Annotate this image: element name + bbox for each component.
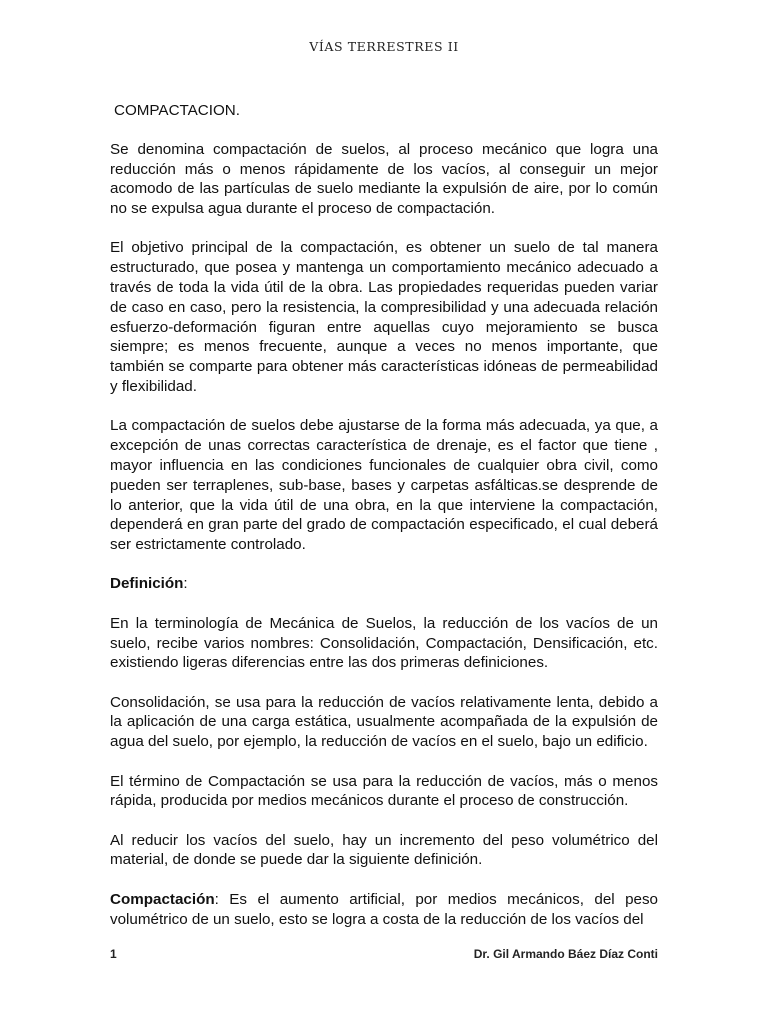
paragraph-intro-3: La compactación de suelos debe ajustarse de la forma más adecuada, ya que, a excepción de unas correctas característica de drenaje, es el factor que tiene , mayor influencia en las condiciones funcionales de cualquier obra civil, como pueden ser terraplenes, sub-base, bases y carpetas asfálticas.se desprende de lo anterior, que la vida útil de una obra, en la que interviene la compactación, dependerá en gran parte del grado de compactación especificado, el cual deberá ser estrictamente controlado. [110, 417, 658, 554]
section-title: COMPACTACION. [114, 102, 240, 119]
paragraph-definition-1: En la terminología de Mecánica de Suelos, la reducción de los vacíos de un suelo, recibe varios nombres: Consolidación, Compactación, Densificación, etc. existiendo ligeras diferencias entre las dos primeras definiciones. [110, 614, 658, 672]
page-number: 1 [110, 947, 117, 961]
paragraph-definition-4: Al reducir los vacíos del suelo, hay un incremento del peso volumétrico del material, de donde se puede dar la siguiente definición. [110, 831, 658, 869]
paragraph-intro-2: El objetivo principal de la compactación, es obtener un suelo de tal manera estructurado, que posea y mantenga un comportamiento mecánico adecuado a través de toda la vida útil de la obra. Las propiedades requeridas pueden variar de caso en caso, pero la resistencia, la compresibilidad y una adecuada relación esfuerzo-deformación figuran entre aquellas cuyo mejoramiento se busca siempre; es menos frecuente, aunque a veces no menos importante, que también se comparte para obtener más características idóneas de permeabilidad y flexibilidad. [110, 239, 658, 396]
definition-heading [110, 574, 658, 594]
paragraph-definition-3: El término de Compactación se usa para la reducción de vacíos, más o menos rápida, producida por medios mecánicos durante el proceso de construcción. [110, 772, 658, 810]
paragraph-definition-2: Consolidación, se usa para la reducción de vacíos relativamente lenta, debido a la aplicación de una carga estática, usualmente acompañada de la expulsión de agua del suelo, por ejemplo, la reducción de vacíos en el suelo, bajo un edificio. [110, 693, 658, 751]
compactacion-term: Compactación [110, 890, 215, 908]
document-body [110, 101, 658, 949]
paragraph-intro-1: Se denomina compactación de suelos, al proceso mecánico que logra una reducción más o menos rápidamente de los vacíos, al conseguir un mejor acomodo de las partículas de suelo mediante la expulsión de aire, por lo común no se expulsa agua durante el proceso de compactación. [110, 140, 658, 218]
compactacion-definition-text: : Es el aumento artificial, por medios mecánicos, del peso volumétrico de un suelo, esto se logra a costa de la reducción de los vacíos del [110, 890, 658, 928]
page-footer [110, 947, 658, 965]
definition-heading-label: Definición [110, 575, 184, 593]
footer-author: Dr. Gil Armando Báez Díaz Conti [473, 947, 658, 961]
running-header: VÍAS TERRESTRES II [309, 39, 459, 54]
definition-heading-colon: : [183, 575, 188, 593]
paragraph-compactacion-definition [110, 890, 658, 930]
